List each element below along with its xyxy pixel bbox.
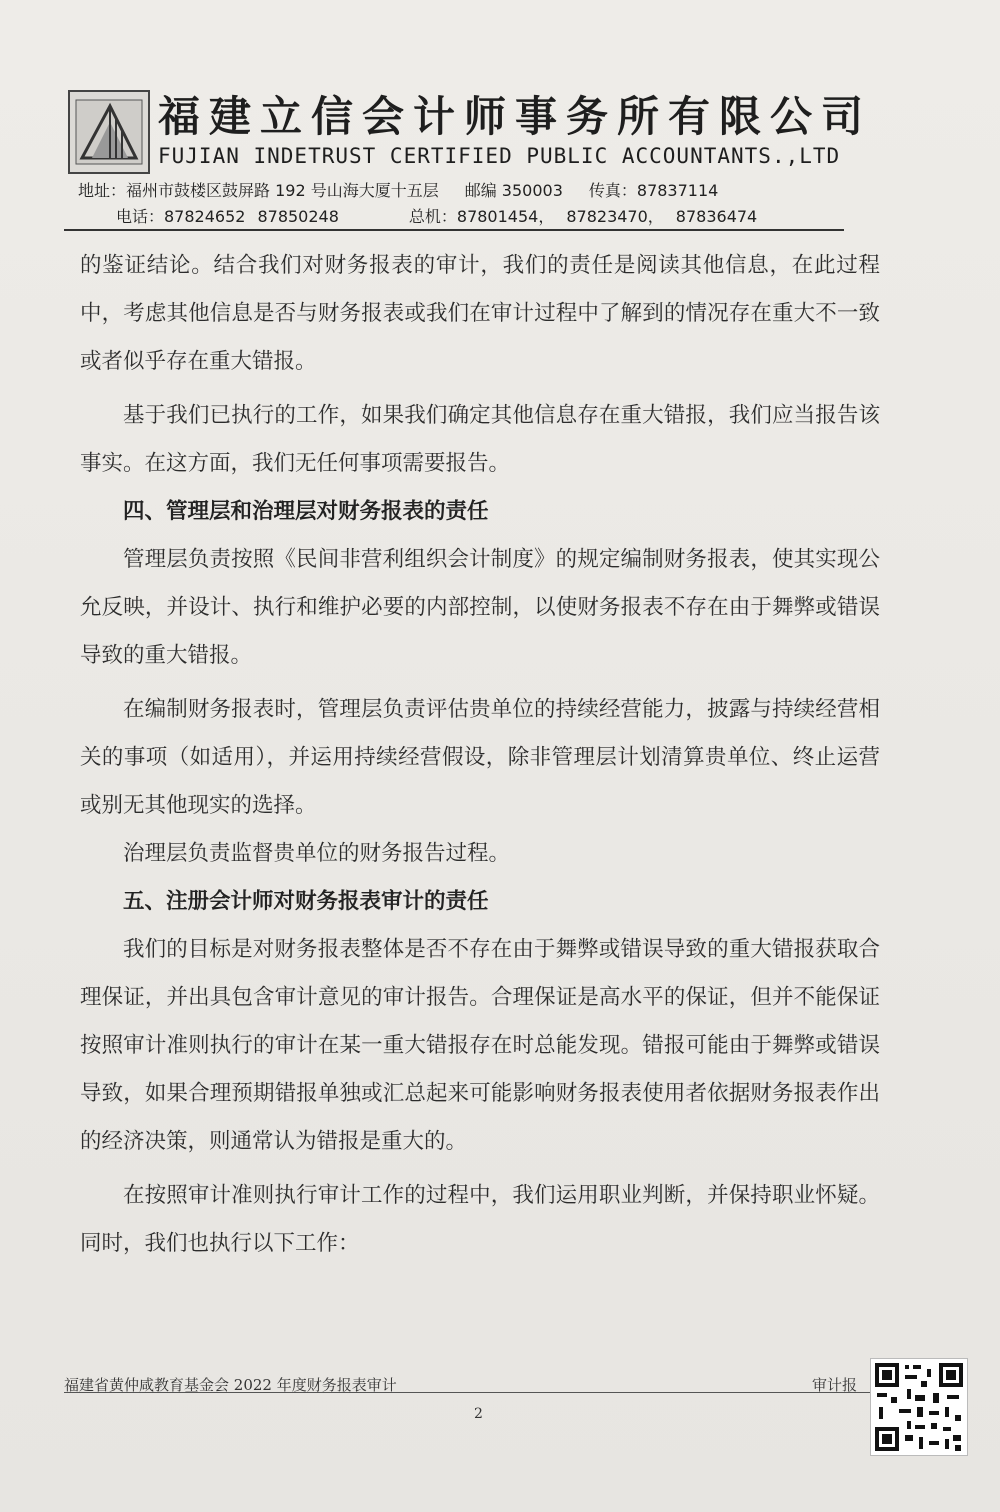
footer-report-label: 审计报: [812, 1376, 858, 1394]
address: 地址：福州市鼓楼区鼓屏路 192 号山海大厦十五层: [78, 181, 439, 200]
telephone-line: [116, 204, 769, 227]
phone-primary: 电话：87824652: [116, 207, 246, 226]
header-divider: [64, 229, 844, 231]
address-line: [78, 178, 744, 201]
firm-logo: [68, 90, 150, 174]
qr-code-icon: [870, 1358, 968, 1456]
letterhead: [64, 84, 884, 240]
switchboard-3: 87836474: [675, 207, 758, 226]
logo-emblem-icon: [70, 92, 148, 172]
paragraph-management-duty: 管理层负责按照《民间非营利组织会计制度》的规定编制财务报表，使其实现公允反映，并设计、执行和维护必要的内部控制，以使财务报表不存在由于舞弊或错误导致的重大错报。: [80, 547, 880, 668]
section-heading-auditor-responsibility: 五、注册会计师对财务报表审计的责任: [123, 889, 489, 914]
page-number: 2: [474, 1406, 483, 1422]
paragraph-continuation: 的鉴证结论。结合我们对财务报表的审计，我们的责任是阅读其他信息，在此过程中，考虑其他信息是否与财务报表或我们在审计过程中了解到的情况存在重大不一致或者似乎存在重大错报。: [80, 253, 880, 374]
footer-divider: [64, 1392, 872, 1393]
footer-report-title: 福建省黄仲咸教育基金会 2022 年度财务报表审计: [64, 1376, 397, 1394]
fax: 传真：87837114: [588, 181, 719, 200]
switchboard-1: 总机：87801454，: [408, 207, 555, 226]
firm-name-english: FUJIAN INDETRUST CERTIFIED PUBLIC ACCOUNTANTS.,LTD: [158, 144, 841, 168]
switchboard-2: 87823470，: [566, 207, 664, 226]
paragraph-going-concern: 在编制财务报表时，管理层负责评估贵单位的持续经营能力，披露与持续经营相关的事项（如适用），并运用持续经营假设，除非管理层计划清算贵单位、终止运营或别无其他现实的选择。: [80, 697, 880, 818]
paragraph-other-info-conclusion: 基于我们已执行的工作，如果我们确定其他信息存在重大错报，我们应当报告该事实。在这方面，我们无任何事项需要报告。: [80, 403, 880, 476]
phone-secondary: 87850248: [257, 207, 339, 226]
report-body: [80, 242, 880, 1268]
postcode: 邮编 350003: [464, 181, 563, 200]
firm-name-chinese: 福建立信会计师事务所有限公司: [158, 92, 873, 141]
paragraph-professional-judgment: 在按照审计准则执行审计工作的过程中，我们运用职业判断，并保持职业怀疑。同时，我们也执行以下工作：: [80, 1183, 880, 1256]
paragraph-governance-oversight: 治理层负责监督贵单位的财务报告过程。: [123, 841, 511, 866]
section-heading-management-responsibility: 四、管理层和治理层对财务报表的责任: [123, 499, 489, 524]
paragraph-audit-objective: 我们的目标是对财务报表整体是否不存在由于舞弊或错误导致的重大错报获取合理保证，并出具包含审计意见的审计报告。合理保证是高水平的保证，但并不能保证按照审计准则执行的审计在某一重大错报存在时总能发现。错报可能由于舞弊或错误导致，如果合理预期错报单独或汇总起来可能影响财务报表使用者依据财务报表作出的经济决策，则通常认为错报是重大的。: [80, 937, 880, 1154]
